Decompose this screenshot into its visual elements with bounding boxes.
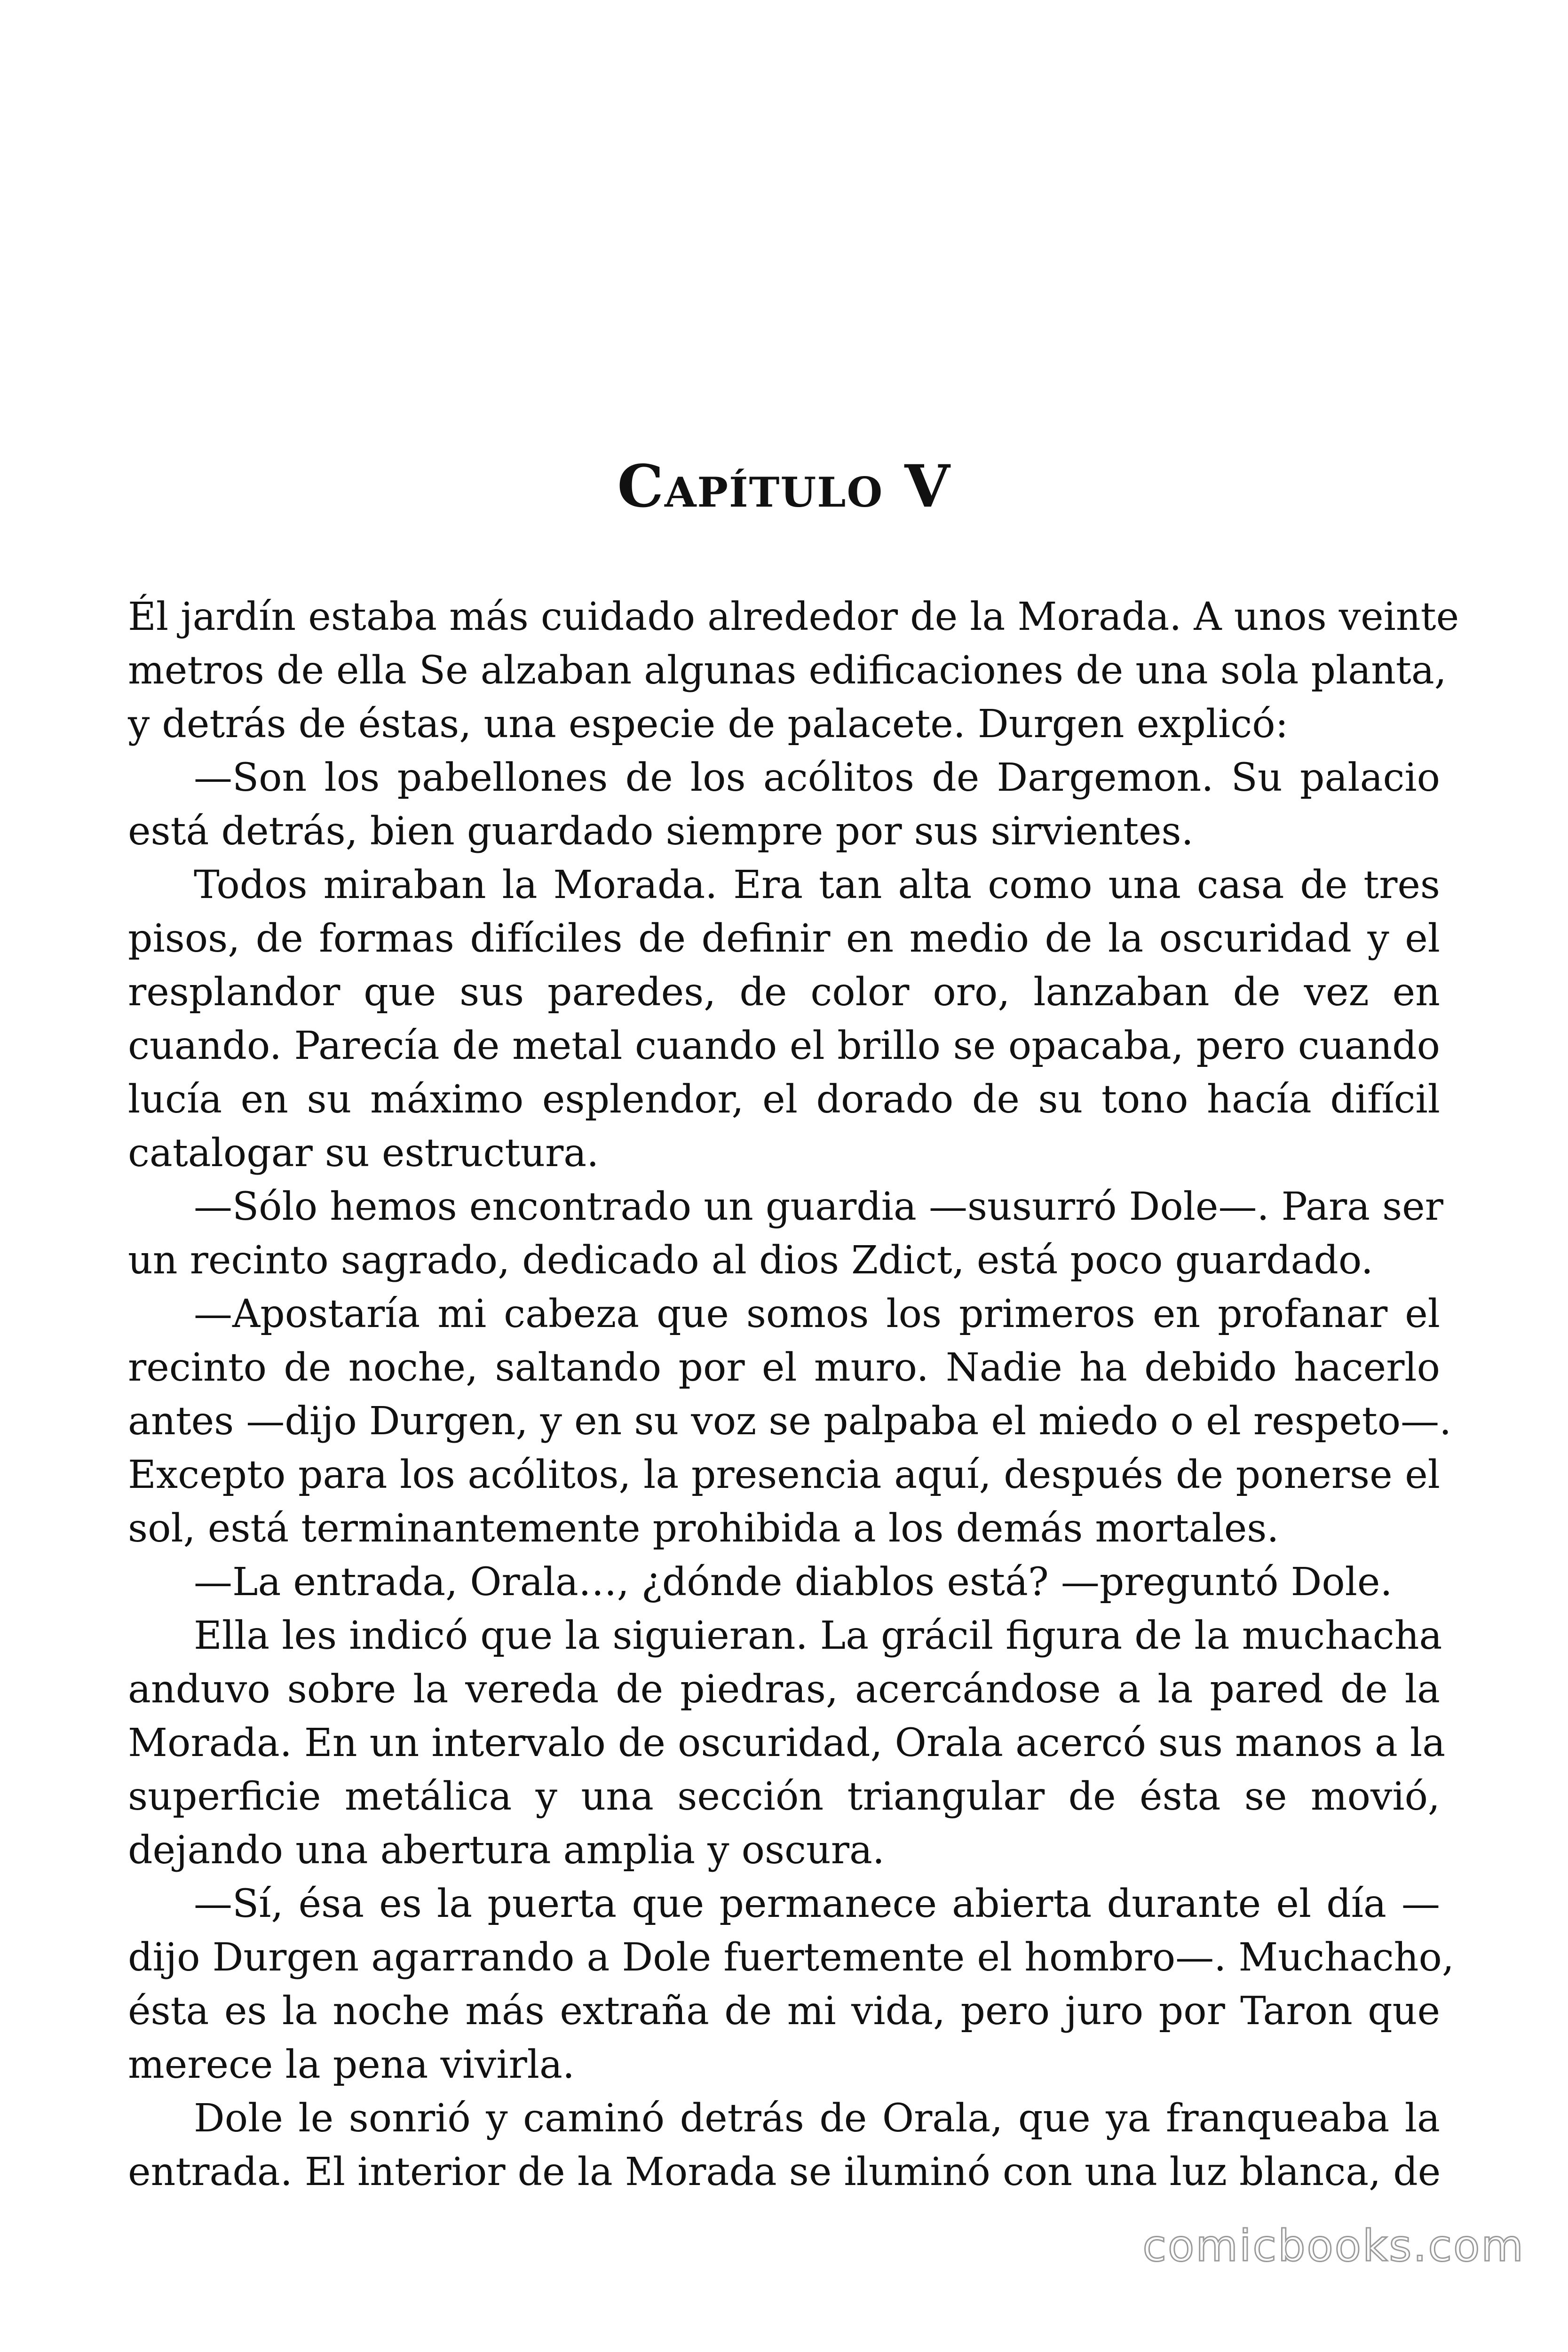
text-line: está detrás, bien guardado siempre por sus sirvientes. (128, 809, 1194, 854)
watermark: comicbooks.com (1142, 2221, 1525, 2271)
text-line: —Sólo hemos encontrado un guardia —susurró Dole—. Para ser (194, 1184, 1443, 1229)
chapter-title: Capítulo V (617, 453, 951, 521)
text-line: catalogar su estructura. (128, 1131, 599, 1176)
text-line: recinto de noche, saltando por el muro. Nadie ha debido hacerlo (128, 1345, 1440, 1390)
text-line: dejando una abertura amplia y oscura. (128, 1828, 885, 1873)
chapter-body (128, 590, 1459, 2199)
text-line: —Son los pabellones de los acólitos de Dargemon. Su palacio (194, 755, 1440, 800)
text-line: Excepto para los acólitos, la presencia aquí, después de ponerse el (128, 1453, 1440, 1497)
text-line: un recinto sagrado, dedicado al dios Zdict, está poco guardado. (128, 1238, 1373, 1283)
text-line: —La entrada, Orala…, ¿dónde diablos está? —preguntó Dole. (194, 1560, 1393, 1605)
text-line: entrada. El interior de la Morada se iluminó con una luz blanca, de (128, 2150, 1441, 2194)
text-line: ésta es la noche más extraña de mi vida, pero juro por Taron que (128, 1989, 1440, 2034)
text-line: y detrás de éstas, una especie de palacete. Durgen explicó: (128, 702, 1289, 747)
text-line: resplandor que sus paredes, de color oro, lanzaban de vez en (128, 970, 1440, 1015)
text-line: merece la pena vivirla. (128, 2042, 575, 2087)
text-line: sol, está terminantemente prohibida a los demás mortales. (128, 1506, 1279, 1551)
text-line: Dole le sonrió y caminó detrás de Orala, que ya franqueaba la (194, 2096, 1440, 2141)
text-line: —Apostaría mi cabeza que somos los primeros en profanar el (194, 1292, 1440, 1336)
text-line: superficie metálica y una sección triangular de ésta se movió, (128, 1774, 1440, 1819)
text-line: pisos, de formas difíciles de definir en medio de la oscuridad y el (128, 916, 1440, 961)
text-line: metros de ella Se alzaban algunas edificaciones de una sola planta, (128, 648, 1447, 693)
text-line: lucía en su máximo esplendor, el dorado de su tono hacía difícil (128, 1077, 1440, 1122)
text-line: —Sí, ésa es la puerta que permanece abierta durante el día — (194, 1882, 1440, 1926)
text-line: cuando. Parecía de metal cuando el brillo se opacaba, pero cuando (128, 1024, 1440, 1068)
text-line: anduvo sobre la vereda de piedras, acercándose a la pared de la (128, 1667, 1440, 1712)
text-line: Ella les indicó que la siguieran. La grácil figura de la muchacha (194, 1613, 1442, 1658)
text-line: Morada. En un intervalo de oscuridad, Orala acercó sus manos a la (128, 1721, 1446, 1765)
text-line: Él jardín estaba más cuidado alrededor de la Morada. A unos veinte (128, 595, 1459, 639)
text-line: dijo Durgen agarrando a Dole fuertemente el hombro—. Muchacho, (128, 1935, 1454, 1980)
text-line: Todos miraban la Morada. Era tan alta como una casa de tres (194, 863, 1440, 907)
text-line: antes —dijo Durgen, y en su voz se palpaba el miedo o el respeto—. (128, 1399, 1452, 1444)
